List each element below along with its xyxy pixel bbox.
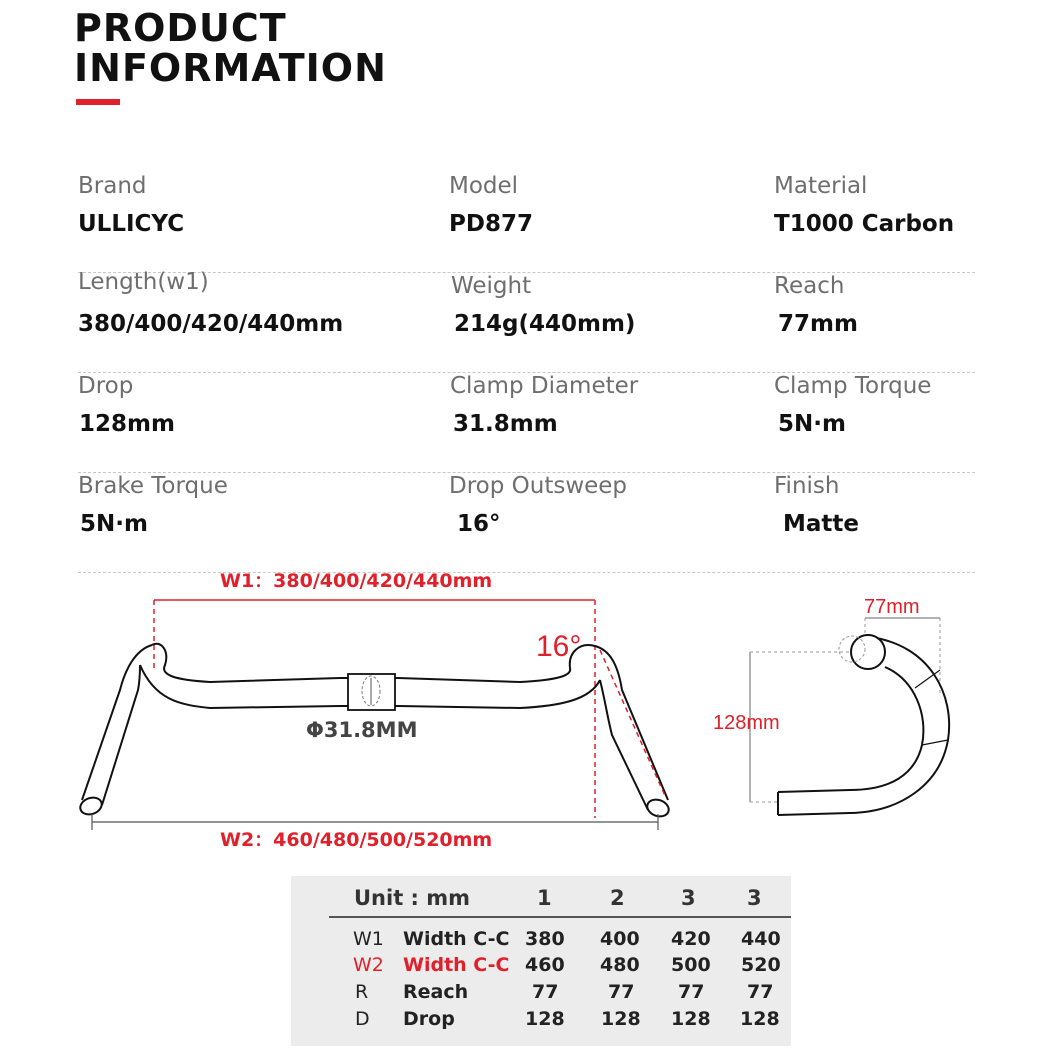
spec-row	[78, 372, 975, 473]
row-value: 128	[601, 1008, 641, 1030]
size-table-row	[291, 1008, 791, 1034]
spec-label: Model	[449, 173, 519, 199]
title-line-2: INFORMATION	[74, 46, 387, 90]
row-value: 77	[608, 981, 635, 1003]
right-drop-inner	[600, 680, 648, 810]
spec-label: Weight	[451, 273, 532, 299]
bar-profile-inner	[778, 667, 923, 792]
row-value: 500	[671, 954, 711, 976]
size-table-col-header: 3	[681, 886, 696, 910]
spec-label: Brand	[78, 173, 147, 199]
row-name: Drop	[403, 1008, 455, 1030]
spec-value: 31.8mm	[453, 411, 558, 437]
clamp-diameter-label: Φ31.8MM	[306, 718, 418, 742]
spec-value: 5N·m	[778, 411, 846, 437]
row-value: 480	[600, 954, 640, 976]
row-code: D	[355, 1008, 370, 1030]
row-value: 400	[600, 928, 640, 950]
spec-value: PD877	[449, 211, 533, 237]
spec-value: 128mm	[79, 411, 175, 437]
outsweep-angle-label: 16°	[536, 630, 582, 663]
size-table-col-header: 3	[747, 886, 762, 910]
spec-reach	[774, 272, 858, 338]
size-table-row	[291, 981, 791, 1007]
title-accent-bar	[76, 99, 120, 105]
spec-label: Reach	[774, 273, 845, 299]
spec-clamp-diameter	[450, 372, 638, 438]
row-code: W1	[353, 928, 384, 950]
row-value: 520	[741, 954, 781, 976]
spec-label: Drop Outsweep	[449, 473, 628, 499]
spec-clamp-torque	[774, 372, 931, 438]
w1-dimension-label: W1：380/400/420/440mm	[220, 570, 493, 592]
page-title	[74, 8, 387, 88]
drop-dimension-label: 128mm	[713, 712, 780, 734]
spec-value: 380/400/420/440mm	[78, 311, 344, 337]
w2-dimension-label: W2：460/480/500/520mm	[220, 829, 493, 851]
spec-label: Finish	[774, 473, 840, 499]
handlebar-front-diagram	[60, 560, 680, 860]
spec-brake-torque	[78, 472, 228, 538]
spec-value: 214g(440mm)	[454, 311, 636, 337]
spec-value: T1000 Carbon	[774, 211, 955, 237]
spec-value: 16°	[457, 511, 501, 537]
row-value: 77	[678, 981, 705, 1003]
spec-label: Brake Torque	[78, 473, 228, 499]
size-table-row	[291, 928, 791, 954]
row-value: 128	[740, 1008, 780, 1030]
row-name: Reach	[403, 981, 469, 1003]
spec-value: 5N·m	[80, 511, 148, 537]
spec-drop-outsweep	[449, 472, 627, 538]
spec-value: Matte	[783, 511, 859, 537]
row-name: Width C-C	[403, 954, 510, 976]
spec-label: Clamp Torque	[774, 373, 932, 399]
size-table-unit-header: Unit : mm	[354, 886, 471, 910]
spec-label: Clamp Diameter	[450, 373, 639, 399]
size-table	[291, 876, 791, 1046]
row-code: W2	[353, 954, 384, 976]
row-value: 77	[532, 981, 559, 1003]
row-name: Width C-C	[403, 928, 510, 950]
spec-material	[774, 172, 954, 238]
title-line-1: PRODUCT	[74, 6, 287, 50]
spec-label: Length(w1)	[78, 269, 209, 295]
row-value: 128	[671, 1008, 711, 1030]
spec-label: Drop	[78, 373, 134, 399]
row-value: 420	[671, 928, 711, 950]
spec-model	[449, 172, 533, 238]
row-value: 128	[525, 1008, 565, 1030]
spec-weight	[451, 272, 635, 338]
bar-profile-clamp-section	[851, 635, 885, 669]
spec-row	[78, 172, 975, 273]
row-value: 460	[525, 954, 565, 976]
bar-profile-joint	[922, 740, 948, 745]
spec-length	[78, 268, 343, 338]
spec-value: ULLICYC	[78, 211, 185, 237]
row-value: 380	[525, 928, 565, 950]
spec-value: 77mm	[778, 311, 858, 337]
handlebar-side-diagram	[700, 585, 970, 825]
row-value: 77	[747, 981, 774, 1003]
size-table-col-header: 1	[537, 886, 552, 910]
spec-finish	[774, 472, 859, 538]
spec-brand	[78, 172, 184, 238]
spec-row	[78, 269, 975, 373]
spec-drop	[78, 372, 175, 438]
reach-dimension-label: 77mm	[864, 596, 920, 618]
row-value: 440	[741, 928, 781, 950]
spec-label: Material	[774, 173, 868, 199]
row-code: R	[355, 981, 369, 1003]
size-table-header	[329, 884, 791, 918]
size-table-row	[291, 954, 791, 980]
size-table-col-header: 2	[610, 886, 625, 910]
spec-row	[78, 472, 975, 573]
